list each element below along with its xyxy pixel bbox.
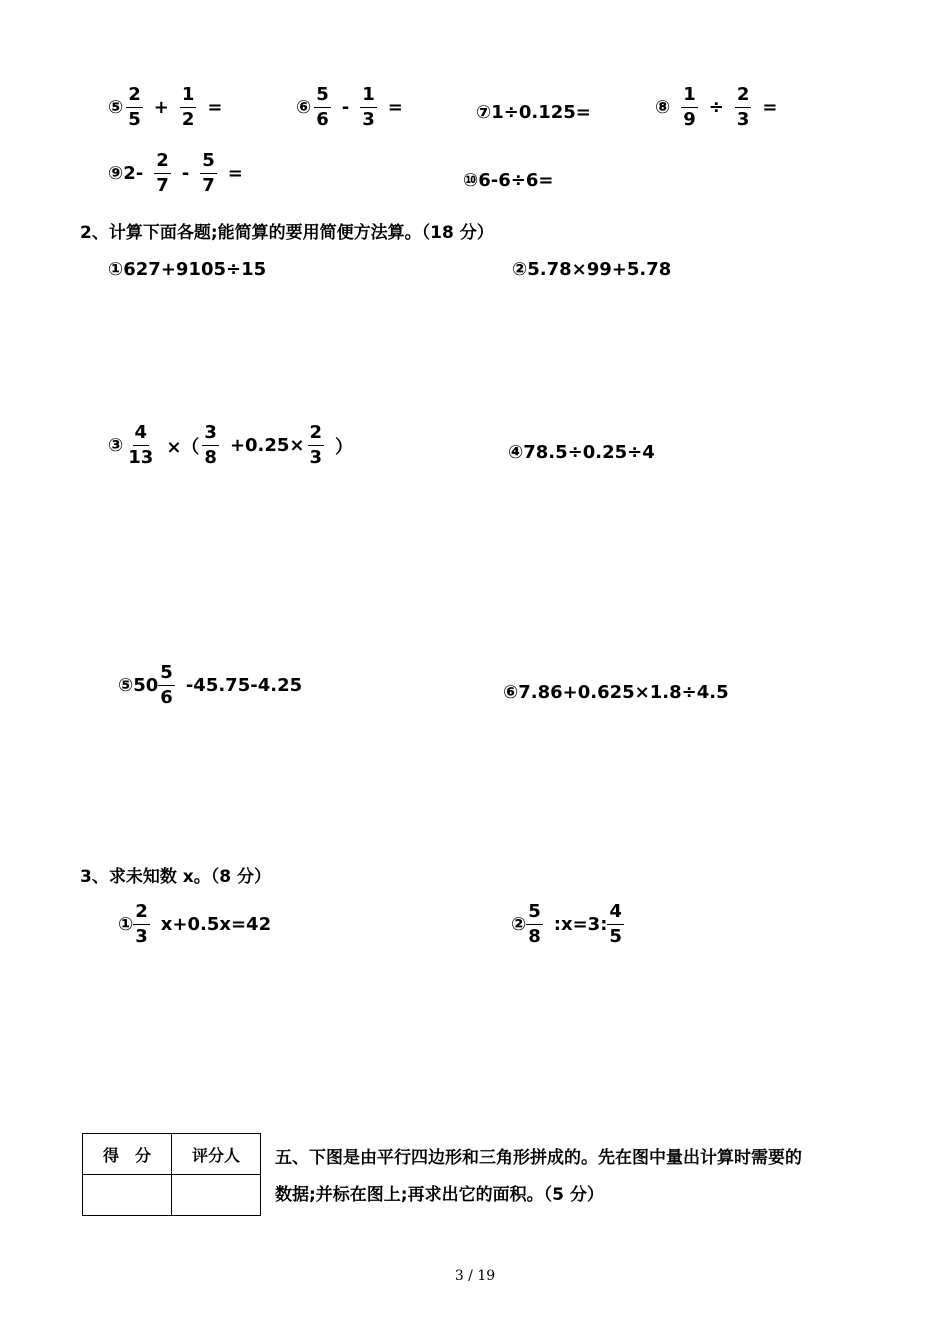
- problem-1-10: ⑩6-6÷6=: [463, 170, 554, 191]
- score-table: [82, 1133, 261, 1216]
- section-5-line-2: 数据;并标在图上;再求出它的面积。（5 分）: [275, 1185, 604, 1205]
- expression-part: -45.75-4.25: [185, 675, 303, 696]
- problem-1-9: [108, 152, 243, 195]
- fraction: $\frac{3}{8}$: [204, 422, 217, 468]
- page-number: 3 / 19: [454, 1268, 496, 1284]
- operator: -: [181, 163, 190, 184]
- section-3-title: 3、求未知数 x。（8 分）: [80, 867, 271, 887]
- fraction: $\frac{2}{3}$: [309, 422, 323, 468]
- fraction: $\frac{5}{8}$: [528, 901, 541, 947]
- expression-part: ）: [335, 436, 354, 458]
- fraction: $\frac{5}{6}$: [160, 662, 173, 708]
- fraction: $\frac{1}{3}$: [362, 84, 375, 130]
- problem-number: ⑥: [296, 97, 312, 118]
- problem-3-2: [511, 903, 627, 946]
- fraction: $\frac{2}{5}$: [128, 84, 141, 130]
- problem-1-5: [108, 86, 223, 129]
- equals-sign: =: [762, 97, 778, 118]
- operator: +: [153, 97, 169, 118]
- problem-lead: ⑨2-: [108, 163, 144, 184]
- problem-number: ③: [108, 435, 124, 456]
- grader-cell[interactable]: [172, 1175, 261, 1216]
- section-5-text: [275, 1140, 802, 1214]
- fraction: $\frac{1}{9}$: [683, 84, 696, 130]
- problem-2-5: [118, 664, 302, 707]
- section-2-title: 2、计算下面各题;能简算的要用简便方法算。（18 分）: [80, 223, 494, 243]
- equals-sign: =: [227, 163, 243, 184]
- equals-sign: =: [207, 97, 223, 118]
- problem-number: ⑧: [655, 97, 671, 118]
- problem-number: ②: [511, 914, 527, 935]
- expression-part: ×（: [166, 436, 200, 458]
- problem-2-2: ②5.78×99+5.78: [512, 259, 672, 280]
- problem-2-3: [108, 424, 353, 467]
- fraction: $\frac{4}{13}$: [128, 422, 154, 468]
- operator: -: [341, 97, 350, 118]
- operator: ÷: [708, 97, 724, 118]
- score-header: 得 分: [83, 1134, 172, 1175]
- problem-number: ⑤: [108, 97, 124, 118]
- fraction: $\frac{2}{3}$: [736, 84, 750, 130]
- fraction: $\frac{2}{3}$: [135, 901, 148, 947]
- section-5-line-1: 五、下图是由平行四边形和三角形拼成的。先在图中量出计算时需要的: [275, 1148, 802, 1168]
- grader-header: 评分人: [172, 1134, 261, 1175]
- problem-3-1: [118, 903, 271, 946]
- problem-2-4: ④78.5÷0.25÷4: [508, 442, 655, 463]
- fraction: $\frac{1}{2}$: [181, 84, 195, 130]
- fraction: $\frac{2}{7}$: [156, 150, 169, 196]
- equals-sign: =: [387, 97, 403, 118]
- problem-lead: ⑤50: [118, 675, 159, 696]
- fraction: $\frac{5}{6}$: [316, 84, 329, 130]
- problem-1-6: [296, 86, 403, 129]
- problem-2-6: ⑥7.86+0.625×1.8÷4.5: [503, 682, 729, 703]
- problem-1-8: [655, 86, 778, 129]
- problem-2-1: ①627+9105÷15: [108, 259, 267, 280]
- problem-number: ①: [118, 914, 134, 935]
- score-cell[interactable]: [83, 1175, 172, 1216]
- fraction: $\frac{4}{5}$: [609, 901, 622, 947]
- expression-part: +0.25×: [229, 435, 305, 456]
- problem-1-7: ⑦1÷0.125=: [476, 102, 591, 123]
- fraction: $\frac{5}{7}$: [202, 150, 215, 196]
- expression-part: :x=3:: [553, 914, 608, 935]
- expression-part: x+0.5x=42: [160, 914, 272, 935]
